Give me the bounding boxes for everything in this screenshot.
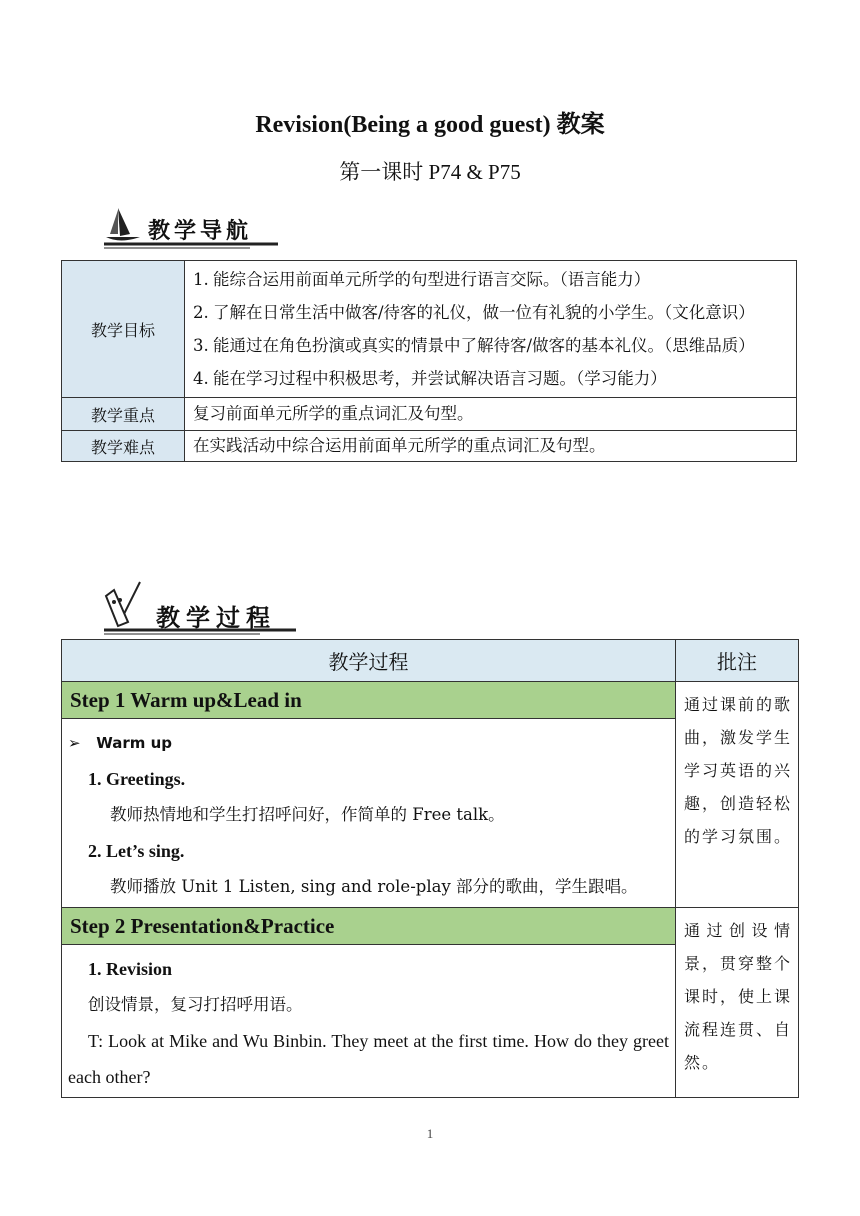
process-header: 教学过程 [62,640,676,682]
sing-title: 2. Let’s sing. [88,841,185,861]
document-subtitle: 第一课时 P74 & P75 [339,160,521,184]
difficult-points-text: 在实践活动中综合运用前面单元所学的重点词汇及句型。 [185,431,797,462]
goal-item: 1. 能综合运用前面单元所学的句型进行语言交际。（语言能力） [193,270,651,289]
teaching-process-banner [100,578,300,638]
banner-text: 教学过程 [156,604,276,632]
goals-label: 教学目标 [62,261,185,398]
key-points-label: 教学重点 [62,398,185,431]
step1-body [62,719,676,908]
goals-cell [185,261,797,398]
page-number: 1 [426,1126,434,1141]
banner-text: 教学导航 [148,219,253,244]
step2-title: Step 2 Presentation&Practice [62,908,676,945]
arrow-bullet-icon: ➢ [68,734,97,752]
warm-up-bullet: ➢ Warm up [68,734,173,752]
revision-title: 1. Revision [88,959,173,979]
step1-title: Step 1 Warm up&Lead in [62,682,676,719]
teacher-dialog: T: Look at Mike and Wu Binbin. They meet at the first time. How do they greet each other? [68,1031,669,1087]
sing-text: 教师播放 Unit 1 Listen, sing and role-play 部分的歌曲，学生跟唱。 [110,877,638,896]
note-header: 批注 [676,640,799,682]
teaching-navigation-table [61,260,797,462]
difficult-points-label: 教学难点 [62,431,185,462]
goal-item: 4. 能在学习过程中积极思考，并尝试解决语言习题。（学习能力） [193,369,667,388]
document-title: Revision(Being a good guest) 教案 [255,112,605,138]
goal-item: 3. 能通过在角色扮演或真实的情景中了解待客/做客的基本礼仪。（思维品质） [193,336,755,355]
key-points-text: 复习前面单元所学的重点词汇及句型。 [185,398,797,431]
step2-note: 通过创设情景，贯穿整个课时，使上课流程连贯、自然。 [676,908,799,1098]
greetings-title: 1. Greetings. [88,769,186,789]
step1-note: 通过课前的歌曲，激发学生学习英语的兴趣，创造轻松的学习氛围。 [676,682,799,908]
teaching-navigation-banner [100,204,280,254]
greetings-text: 教师热情地和学生打招呼问好，作简单的 Free talk。 [110,805,505,824]
revision-text: 创设情景，复习打招呼用语。 [88,995,303,1014]
teaching-process-table [61,639,799,1098]
step2-body [62,945,676,1098]
goal-item: 2. 了解在日常生活中做客/待客的礼仪，做一位有礼貌的小学生。（文化意识） [193,303,755,322]
